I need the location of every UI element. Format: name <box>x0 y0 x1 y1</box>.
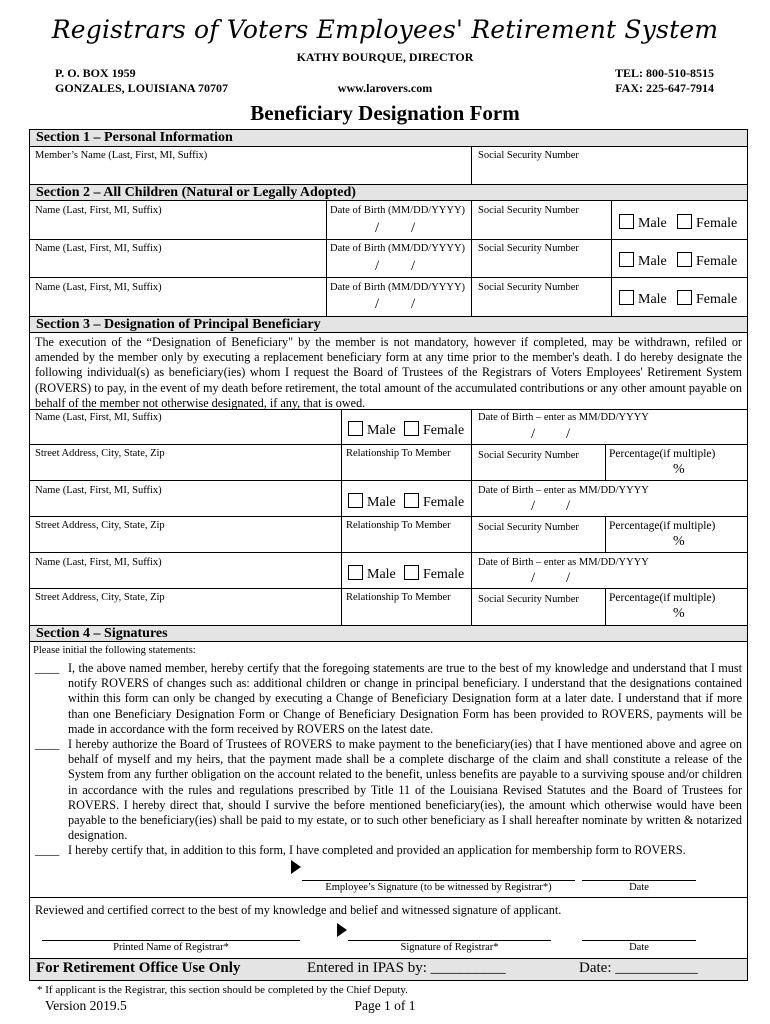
beneficiary2-male-checkbox[interactable] <box>348 493 363 508</box>
child2-ssn-label: Social Security Number <box>478 243 579 254</box>
beneficiary1-female-checkbox[interactable] <box>404 421 419 436</box>
beneficiary3-dob-label: Date of Birth – enter as MM/DD/YYYY <box>478 557 649 568</box>
registrar-sign-arrow-icon <box>337 923 347 937</box>
beneficiary1-percentage-label: Percentage(if multiple) <box>609 448 716 460</box>
child2-female-label: Female <box>696 254 738 269</box>
child2-male-label: Male <box>638 254 667 269</box>
beneficiary1-female-label: Female <box>423 423 465 438</box>
page-number: Page 1 of 1 <box>354 998 416 1013</box>
initial-blank-3[interactable]: ____ <box>35 843 60 857</box>
form-title: Beneficiary Designation Form <box>250 101 520 125</box>
beneficiary3-female-label: Female <box>423 567 465 582</box>
initial-blank-1[interactable]: ____ <box>35 661 60 675</box>
beneficiary2-relationship-label: Relationship To Member <box>346 520 451 531</box>
section1-header: Section 1 – Personal Information <box>30 130 747 147</box>
child3-male-checkbox[interactable] <box>619 290 634 305</box>
beneficiary3-name-label: Name (Last, First, MI, Suffix) <box>35 557 162 568</box>
reviewed-statement: Reviewed and certified correct to the best of my knowledge and belief and witnessed signature of applicant. <box>35 903 562 917</box>
beneficiary2-female-label: Female <box>423 495 465 510</box>
child3-male-label: Male <box>638 292 667 307</box>
section2-header: Section 2 – All Children (Natural or Legally Adopted) <box>30 184 747 201</box>
beneficiary3-percentage-label: Percentage(if multiple) <box>609 592 716 604</box>
statement-3: I hereby certify that, in addition to this form, I have completed and provided an application for membership form to ROVERS. <box>68 843 686 857</box>
beneficiary1-male-label: Male <box>367 423 396 438</box>
child2-dob-label: Date of Birth (MM/DD/YYYY) <box>330 243 466 254</box>
employee-signature-line[interactable] <box>302 880 575 881</box>
registrar-date-line[interactable] <box>582 940 696 941</box>
statement-2: I hereby authorize the Board of Trustees of ROVERS to make payment to the beneficiary(ies) that I have mentioned above and agree on behalf of myself and my heirs, that the payment made shall be a complete discharge of the claim and shall constitute a release of the System from any further obligation on the account related to the benefit, unless benefits are payable to a surviving spouse and/or children in accordance with the rules and regulations prescribed by Title 11 of the Louisiana Revised Statutes and the Board of Trustees for ROVERS. I hereby direct that, should I survive the before mentioned beneficiary(ies), the amount which otherwise would have been payable to the beneficiary(ies) shall be paid to my estate, or to such other beneficiary as I shall hereafter nominate by written & notarized designation. <box>68 737 742 843</box>
initial-blank-2[interactable]: ____ <box>35 737 60 751</box>
child3-dob-label: Date of Birth (MM/DD/YYYY) <box>330 282 466 293</box>
beneficiary1-name-label: Name (Last, First, MI, Suffix) <box>35 412 162 423</box>
child1-male-checkbox[interactable] <box>619 214 634 229</box>
beneficiary3-relationship-label: Relationship To Member <box>346 592 451 603</box>
member-name-label: Member’s Name (Last, First, MI, Suffix) <box>35 150 208 161</box>
telephone: TEL: 800-510-8515 <box>615 66 714 80</box>
beneficiary2-ssn-label: Social Security Number <box>478 522 579 533</box>
beneficiary3-address-label: Street Address, City, State, Zip <box>35 592 165 603</box>
beneficiary1-address-label: Street Address, City, State, Zip <box>35 448 165 459</box>
beneficiary2-percent-sign: % <box>673 534 685 549</box>
section4-header: Section 4 – Signatures <box>30 625 747 642</box>
registrar-printed-name-line[interactable] <box>42 940 300 941</box>
beneficiary2-female-checkbox[interactable] <box>404 493 419 508</box>
office-use-title: For Retirement Office Use Only <box>36 960 241 976</box>
member-name-field[interactable] <box>30 163 471 183</box>
child3-female-label: Female <box>696 292 738 307</box>
child1-male-label: Male <box>638 216 667 231</box>
child3-name-label: Name (Last, First, MI, Suffix) <box>35 282 162 293</box>
beneficiary2-name-label: Name (Last, First, MI, Suffix) <box>35 485 162 496</box>
employee-signature-label: Employee’s Signature (to be witnessed by Registrar*) <box>325 882 552 893</box>
form-body: Section 1 – Personal Information Member’s Name (Last, First, MI, Suffix) Social Security Number Section 2 – All Children (Natural or Legally Adopted) Name (Last, First, MI, Suffix) Date of Birth (MM/DD/YYYY) / / Social Security Number Male Female Name (Last, First, MI, Suffix) Date of Birth (MM/DD/YYYY) / / Social Security Number Male Female Name (Last, First, MI, Suffix) Date of Birth (MM/DD/YYYY) / / Social Security Number Male Female Section 3 – Designation of Principal Beneficiary The execution of the “Designation of Beneficiary" by the member is not mandatory, however if completed, may be withdrawn, refiled or amended by the member only by executing a replacement beneficiary form at any time prior to the member's death. I do hereby designate the following individual(s) as beneficiary(ies) whom I request the Board of Trustees of the Registrars of Voters Employees' Retirement System (ROVERS) to pay, in the event of my death before retirement, the total amount of the accumulated contributions or any other amount payable on behalf of the member not otherwise designated, if any, that is owed. Name (Last, First, MI, Suffix) Male Female Date of Birth – enter as MM/DD/YYYY / / Street Address, City, State, Zip Relationship To Member Social Security Number Percentage(if multiple) % Name (Last, First, MI, Suffix) Male Female Date of Birth – enter as MM/DD/YYYY / / Street Address, City, State, Zip Relationship To Member Social Security Number Percentage(if multiple) % Name (Last, First, MI, Suffix) Male Female Date of Birth – enter as MM/DD/YYYY / / Street Address, City, State, Zip Relationship To Member Social Security Number Percentage(if multiple) % Section 4 – Signatures Please initial the following statements: ____ I, the above named member, hereby certify that the foregoing statements are true to the best of my knowledge and understand that I must notify ROVERS of changes such as: additional children or change in principal beneficiary. I understand that the designations contained within this form can only be changed by executing a Change of Beneficiary Designation form at a later date. I understand that if more than one Beneficiary Designation Form or Change of Beneficiary Designation Form has been provided to ROVERS, payments will be made in accordance with the form received by ROVERS on the latest date. ____ I hereby authorize the Board of Trustees of ROVERS to make payment to the beneficiary(ies) that I have mentioned above and agree on behalf of myself and my heirs, that the payment made shall be a complete discharge of the claim and shall constitute a release of the System from any further obligation on the account related to the benefit, unless benefits are payable to a surviving spouse and/or children in accordance with the rules and regulations prescribed by Title 11 of the Louisiana Revised Statutes and the Board of Trustees for ROVERS. I hereby direct that, should I survive the before mentioned beneficiary(ies), the amount which otherwise would have been payable to the beneficiary(ies) shall be paid to my estate, or to such other beneficiary as I shall hereafter nominate by written & notarized designation. ____ I hereby certify that, in addition to this form, I have completed and provided an application for membership form to ROVERS. Employee’s Signature (to be witnessed by Registrar*) Date Reviewed and certified correct to the best of my knowledge and belief and witnessed signature of applicant. Printed Name of Registrar* Signature of Registrar* Date For Retirement Office Use Only Entered in IPAS by: __________ Date: ___________ <box>29 129 748 981</box>
beneficiary1-relationship-label: Relationship To Member <box>346 448 451 459</box>
employee-date-line[interactable] <box>582 880 696 881</box>
beneficiary2-percentage-label: Percentage(if multiple) <box>609 520 716 532</box>
child3-female-checkbox[interactable] <box>677 290 692 305</box>
director-name: KATHY BOURQUE, DIRECTOR <box>296 50 474 64</box>
beneficiary3-percent-sign: % <box>673 606 685 621</box>
beneficiary1-dob-label: Date of Birth – enter as MM/DD/YYYY <box>478 412 649 423</box>
beneficiary1-male-checkbox[interactable] <box>348 421 363 436</box>
registrar-footnote: * If applicant is the Registrar, this section should be completed by the Chief Deputy. <box>37 984 408 996</box>
registrar-date-label: Date <box>629 942 649 953</box>
beneficiary3-male-label: Male <box>367 567 396 582</box>
website: www.larovers.com <box>337 81 433 95</box>
beneficiary2-address-label: Street Address, City, State, Zip <box>35 520 165 531</box>
child2-female-checkbox[interactable] <box>677 252 692 267</box>
ipas-entry: Entered in IPAS by: __________ <box>307 960 506 976</box>
member-ssn-label: Social Security Number <box>478 150 579 161</box>
office-date: Date: ___________ <box>579 960 698 976</box>
address-line2: GONZALES, LOUISIANA 70707 <box>55 81 229 95</box>
child1-dob-label: Date of Birth (MM/DD/YYYY) <box>330 205 466 216</box>
beneficiary2-male-label: Male <box>367 495 396 510</box>
section3-paragraph: The execution of the “Designation of Beneficiary" by the member is not mandatory, however if completed, may be withdrawn, refiled or amended by the member only by executing a replacement beneficiary form at any time prior to the member's death. I do hereby designate the following individual(s) as beneficiary(ies) whom I request the Board of Trustees of the Registrars of Voters Employees' Retirement System (ROVERS) to pay, in the event of my death before retirement, the total amount of the accumulated contributions or any other amount payable on behalf of the member not otherwise designated, if any, that is owed. <box>35 335 742 410</box>
beneficiary1-percent-sign: % <box>673 462 685 477</box>
initial-instruction: Please initial the following statements: <box>33 645 196 656</box>
address-line1: P. O. BOX 1959 <box>55 66 136 80</box>
child3-ssn-label: Social Security Number <box>478 282 579 293</box>
fax: FAX: 225-647-7914 <box>615 81 714 95</box>
section3-header: Section 3 – Designation of Principal Beneficiary <box>30 316 747 333</box>
employee-date-label: Date <box>629 882 649 893</box>
child1-ssn-label: Social Security Number <box>478 205 579 216</box>
office-use-bar <box>30 958 747 980</box>
member-ssn-field[interactable] <box>472 163 748 183</box>
beneficiary3-female-checkbox[interactable] <box>404 565 419 580</box>
registrar-signature-label: Signature of Registrar* <box>400 942 499 953</box>
registrar-signature-line[interactable] <box>348 940 551 941</box>
child1-female-checkbox[interactable] <box>677 214 692 229</box>
beneficiary1-ssn-label: Social Security Number <box>478 450 579 461</box>
sign-here-arrow-icon <box>291 860 301 874</box>
child1-name-label: Name (Last, First, MI, Suffix) <box>35 205 162 216</box>
statement-1: I, the above named member, hereby certify that the foregoing statements are true to the best of my knowledge and understand that I must notify ROVERS of changes such as: additional children or change in principal beneficiary. I understand that the designations contained within this form can only be changed by executing a Change of Beneficiary Designation form at a later date. I understand that if more than one Beneficiary Designation Form or Change of Beneficiary Designation Form has been provided to ROVERS, payments will be made in accordance with the form received by ROVERS on the latest date. <box>68 661 742 736</box>
beneficiary3-male-checkbox[interactable] <box>348 565 363 580</box>
printed-name-label: Printed Name of Registrar* <box>113 942 229 953</box>
beneficiary2-dob-label: Date of Birth – enter as MM/DD/YYYY <box>478 485 649 496</box>
beneficiary3-ssn-label: Social Security Number <box>478 594 579 605</box>
child1-female-label: Female <box>696 216 738 231</box>
child2-name-label: Name (Last, First, MI, Suffix) <box>35 243 162 254</box>
organization-title: Registrars of Voters Employees' Retirement System <box>51 15 719 44</box>
child2-male-checkbox[interactable] <box>619 252 634 267</box>
version-label: Version 2019.5 <box>45 998 127 1013</box>
